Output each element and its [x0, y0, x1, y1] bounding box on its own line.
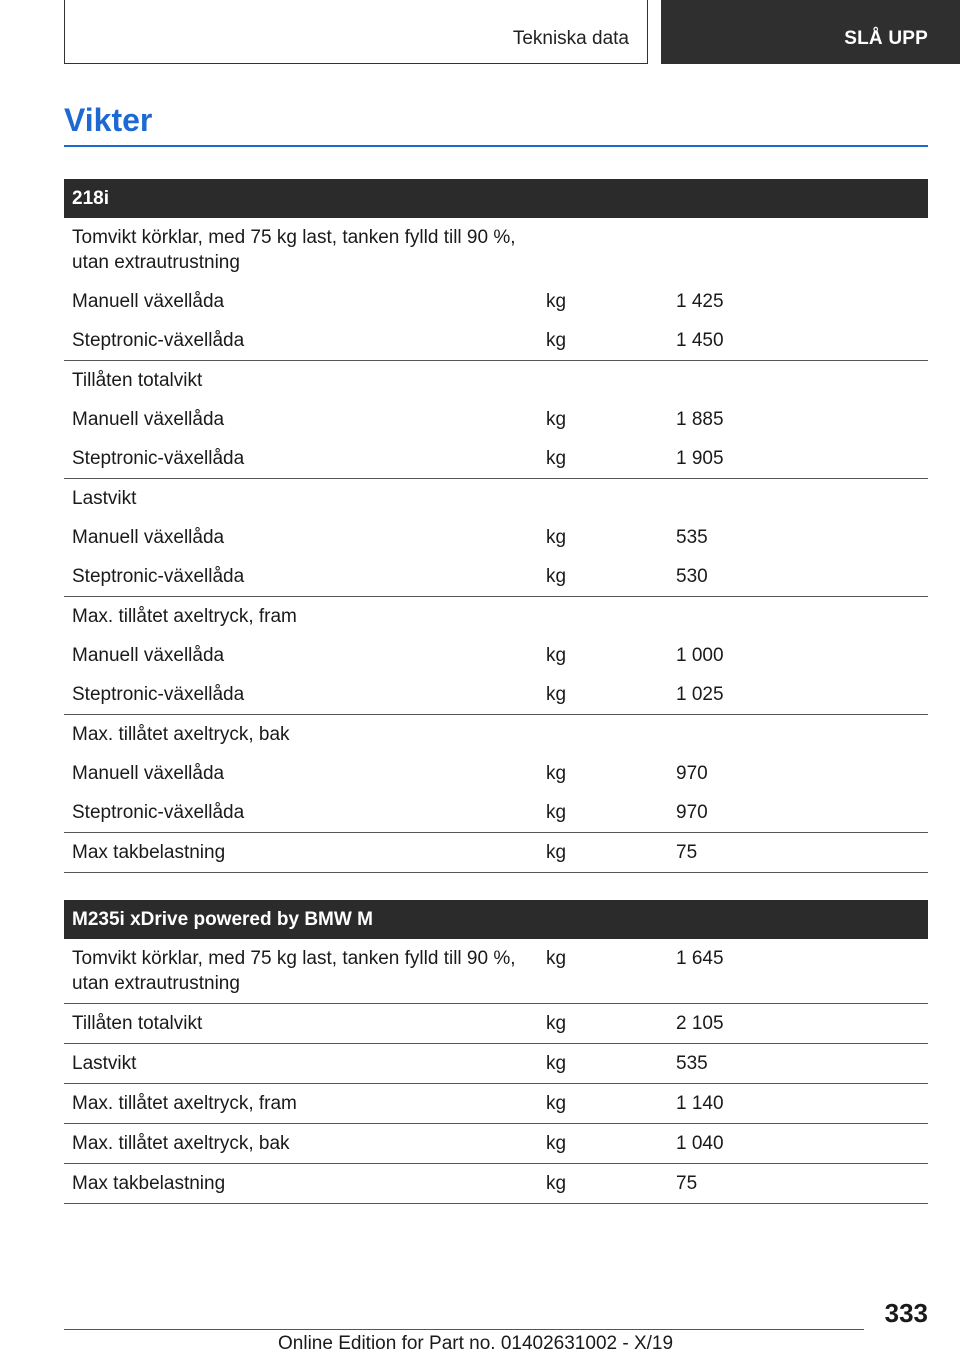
row-label: Manuell växellåda	[72, 409, 225, 430]
lookup-tab[interactable]	[661, 0, 960, 64]
table-row	[64, 1004, 928, 1044]
table-header-m235i: M235i xDrive powered by BMW M	[64, 900, 928, 939]
row-label: Manuell växellåda	[72, 291, 225, 312]
row-unit	[539, 479, 669, 519]
header-section-box	[64, 0, 648, 64]
edition-note: Online Edition for Part no. 01402631002 - X/19	[278, 1333, 674, 1354]
row-value: 535	[676, 527, 708, 548]
row-unit: kg	[539, 793, 669, 833]
row-unit	[539, 361, 669, 401]
table-row	[64, 754, 928, 793]
row-label: Tillåten totalvikt	[72, 370, 203, 391]
title-divider	[64, 145, 928, 147]
row-unit: kg	[539, 1004, 669, 1044]
row-label: Tomvikt körklar, med 75 kg last, tanken fylld till 90 %, utan extrautrustning	[64, 939, 539, 1004]
table-row	[64, 636, 928, 675]
row-unit: kg	[539, 939, 669, 1004]
row-unit: kg	[546, 645, 567, 666]
row-label: Max takbelastning	[64, 1164, 539, 1204]
row-unit: kg	[539, 1124, 669, 1164]
table-row	[64, 400, 928, 439]
row-unit: kg	[539, 833, 669, 873]
row-value: 970	[676, 763, 708, 784]
row-unit	[539, 597, 669, 637]
row-value	[669, 361, 928, 401]
row-value: 1 025	[669, 675, 928, 715]
table-row	[64, 218, 928, 282]
footer-divider	[64, 1329, 864, 1330]
row-value: 1 645	[669, 939, 928, 1004]
table-row	[64, 939, 928, 1004]
row-unit	[539, 715, 669, 755]
table-row	[64, 1044, 928, 1084]
row-label: Lastvikt	[64, 1044, 539, 1084]
row-unit: kg	[539, 1044, 669, 1084]
row-value: 75	[669, 833, 928, 873]
weights-table-218i	[64, 179, 928, 873]
row-label: Steptronic-växellåda	[64, 557, 539, 597]
table-row	[64, 1084, 928, 1124]
row-value	[669, 715, 928, 755]
table-row	[64, 361, 928, 401]
row-label: Lastvikt	[72, 488, 137, 509]
row-value: 2 105	[669, 1004, 928, 1044]
row-label: Manuell växellåda	[72, 645, 225, 666]
row-label: Steptronic-växellåda	[64, 439, 539, 479]
weights-table-m235i	[64, 900, 928, 1204]
table-row	[64, 833, 928, 873]
row-unit	[539, 218, 669, 282]
lookup-tab-label: SLÅ UPP	[844, 28, 928, 49]
row-label: Tomvikt körklar, med 75 kg last, tanken fylld till 90 %, utan extrautrustning	[72, 227, 516, 273]
row-value: 530	[669, 557, 928, 597]
row-unit: kg	[546, 763, 567, 784]
row-label: Tillåten totalvikt	[64, 1004, 539, 1044]
table-row	[64, 675, 928, 715]
table-row	[64, 282, 928, 321]
row-label: Manuell växellåda	[72, 527, 225, 548]
table-row	[64, 439, 928, 479]
row-value	[669, 479, 928, 519]
row-value: 1 040	[669, 1124, 928, 1164]
row-value: 1 450	[669, 321, 928, 361]
row-unit: kg	[539, 1164, 669, 1204]
row-value: 75	[669, 1164, 928, 1204]
row-label: Steptronic-växellåda	[64, 675, 539, 715]
row-value: 1 140	[669, 1084, 928, 1124]
row-value: 1 425	[676, 291, 724, 312]
row-unit: kg	[539, 675, 669, 715]
table-row	[64, 1164, 928, 1204]
row-unit: kg	[546, 291, 567, 312]
table-row	[64, 321, 928, 361]
row-label: Manuell växellåda	[72, 763, 225, 784]
table-row	[64, 479, 928, 519]
row-value: 1 885	[676, 409, 724, 430]
page-number: 333	[884, 1298, 928, 1328]
row-unit: kg	[539, 1084, 669, 1124]
table-row	[64, 1124, 928, 1164]
table-row	[64, 793, 928, 833]
row-value: 1 905	[669, 439, 928, 479]
section-title: Tekniska data	[512, 28, 629, 49]
row-value: 970	[669, 793, 928, 833]
row-label: Max. tillåtet axeltryck, fram	[64, 1084, 539, 1124]
page-title: Vikter	[64, 102, 153, 138]
row-value	[669, 597, 928, 637]
row-unit: kg	[546, 409, 567, 430]
row-value	[669, 218, 928, 282]
row-label: Steptronic-växellåda	[64, 321, 539, 361]
row-unit: kg	[546, 527, 567, 548]
row-unit: kg	[539, 439, 669, 479]
row-label: Steptronic-växellåda	[64, 793, 539, 833]
row-label: Max. tillåtet axeltryck, bak	[64, 1124, 539, 1164]
table-row	[64, 518, 928, 557]
row-unit: kg	[539, 321, 669, 361]
row-label: Max. tillåtet axeltryck, fram	[72, 606, 297, 627]
table-header-218i: 218i	[64, 179, 928, 218]
table-row	[64, 597, 928, 637]
row-value: 1 000	[676, 645, 724, 666]
row-value: 535	[669, 1044, 928, 1084]
table-row	[64, 715, 928, 755]
row-unit: kg	[539, 557, 669, 597]
table-row	[64, 557, 928, 597]
row-label: Max takbelastning	[64, 833, 539, 873]
row-label: Max. tillåtet axeltryck, bak	[72, 724, 290, 745]
